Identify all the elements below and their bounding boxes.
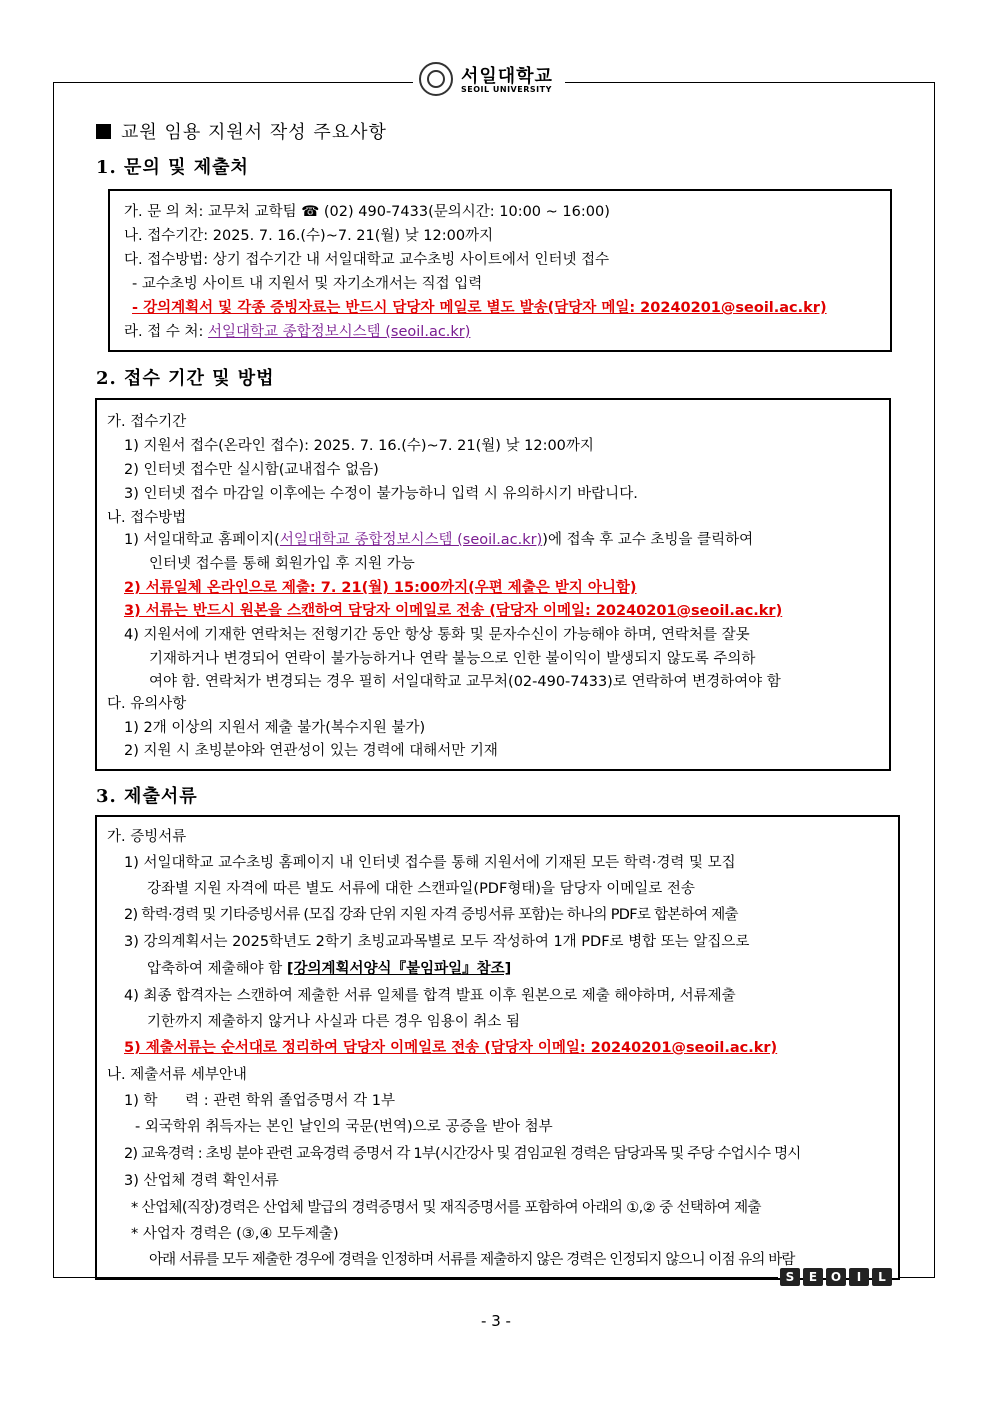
university-logo	[419, 60, 559, 100]
evidence-heading: 가. 증빙서류	[107, 829, 187, 845]
evidence-item-1-cont: 강좌별 지원 자격에 따른 별도 서류에 대한 스캔파일(PDF형태)을 담당자 이메일로 전송	[147, 881, 695, 897]
evidence-item-1: 1) 서일대학교 교수초빙 홈페이지 내 인터넷 접수를 통해 지원서에 기재된 모든 학력·경력 및 모집	[124, 855, 736, 871]
frame-border-top-right	[565, 82, 935, 83]
method-item-2: 2) 서류일체 온라인으로 제출: 7. 21(월) 15:00까지(우편 제출은 받지 아니함)	[124, 580, 637, 596]
evidence-item-4: 4) 최종 합격자는 스캔하여 제출한 서류 일체를 합격 발표 이후 원본으로 제출 해야하며, 서류제출	[124, 988, 736, 1004]
method-warning-line: - 강의계획서 및 각종 증빙자료는 반드시 담당자 메일로 별도 발송(담당자 메일: 20240201@seoil.ac.kr)	[132, 300, 827, 316]
method-item-4-cont1: 기재하거나 변경되어 연락이 불가능하거나 연락 불능으로 인한 불이익이 발생되지 않도록 주의하	[149, 651, 756, 667]
frame-border-bottom-right	[898, 1277, 935, 1278]
method-item-4-cont2: 여야 함. 연락처가 변경되는 경우 필히 서일대학교 교무처(02-490-7433)로 연락하여 변경하여야 함	[149, 674, 781, 690]
period-heading: 가. 접수기간	[107, 414, 187, 430]
method-item-1	[124, 530, 753, 550]
details-item-3: 3) 산업체 경력 확인서류	[124, 1173, 279, 1189]
evidence-item-2: 2) 학력·경력 및 기타증빙서류 (모집 강좌 단위 지원 자격 증빙서류 포함)는 하나의 PDF로 합본하여 제출	[124, 907, 738, 923]
brand-letter: S	[780, 1268, 800, 1286]
seoil-brand-mark	[780, 1268, 892, 1288]
details-item-3-note-1: * 산업체(직장)경력은 산업체 발급의 경력증명서 및 재직증명서를 포함하여 아래의 ①,② 중 선택하여 제출	[131, 1200, 761, 1216]
section1-box	[108, 189, 892, 352]
notes-heading: 다. 유의사항	[107, 696, 187, 712]
method-item-4: 4) 지원서에 기재한 연락처는 전형기간 동안 항상 통화 및 문자수신이 가능해야 하며, 연락처를 잘못	[124, 627, 750, 643]
syllabus-form-reference: [강의계획서양식『붙임파일』참조]	[286, 961, 512, 977]
details-item-2: 2) 교육경력 : 초빙 분야 관련 교육경력 증명서 각 1부(시간강사 및 겸임교원 경력은 담당과목 및 주당 수업시수 명시	[124, 1146, 801, 1162]
details-item-3-note-3: 아래 서류를 모두 제출한 경우에 경력을 인정하며 서류를 제출하지 않은 경력은 인정되지 않으니 이점 유의 바람	[149, 1252, 795, 1268]
brand-letter: L	[872, 1268, 892, 1286]
evidence-item-5: 5) 제출서류는 순서대로 정리하여 담당자 이메일로 전송 (담당자 이메일: 20240201@seoil.ac.kr)	[124, 1040, 778, 1056]
frame-border-right	[934, 82, 935, 1277]
square-bullet-icon	[96, 124, 111, 139]
page-number: - 3 -	[481, 1312, 511, 1330]
method-note-line: - 교수초빙 사이트 내 지원서 및 자기소개서는 직접 입력	[132, 276, 483, 292]
notes-item-1: 1) 2개 이상의 지원서 제출 불가(복수지원 불가)	[124, 720, 426, 736]
method-item-1-prefix: 1) 서일대학교 홈페이지(	[124, 532, 280, 548]
method-heading: 나. 접수방법	[107, 510, 187, 526]
section1-heading: 1. 문의 및 제출처	[96, 157, 249, 178]
homepage-link[interactable]: 서일대학교 종합정보시스템 (seoil.ac.kr)	[279, 532, 543, 548]
frame-border-left	[53, 82, 54, 1277]
section3-box	[95, 815, 900, 1280]
section2-heading: 2. 접수 기간 및 방법	[96, 368, 275, 389]
brand-letter: O	[826, 1268, 846, 1286]
brand-letter: I	[849, 1268, 869, 1286]
logo-korean-name: 서일대학교	[461, 66, 553, 87]
university-seal-icon	[419, 62, 453, 96]
details-item-3-note-2: * 사업자 경력은 (③,④ 모두제출)	[131, 1226, 339, 1242]
period-item-2: 2) 인터넷 접수만 실시함(교내접수 없음)	[124, 462, 379, 478]
submit-place-label: 라. 접 수 처:	[124, 324, 208, 340]
seoil-info-system-link[interactable]: 서일대학교 종합정보시스템 (seoil.ac.kr)	[207, 324, 471, 340]
notes-item-2: 2) 지원 시 초빙분야와 연관성이 있는 경력에 대해서만 기재	[124, 743, 498, 759]
evidence-item-3: 3) 강의계획서는 2025학년도 2학기 초빙교과목별로 모두 작성하여 1개 PDF로 병합 또는 알집으로	[124, 934, 750, 950]
period-item-3: 3) 인터넷 접수 마감일 이후에는 수정이 불가능하니 입력 시 유의하시기 바랍니다.	[124, 486, 638, 502]
evidence-item-3-cont	[147, 959, 511, 979]
method-item-1-cont: 인터넷 접수를 통해 회원가입 후 지원 가능	[149, 556, 415, 572]
period-item-1: 1) 지원서 접수(온라인 접수): 2025. 7. 16.(수)~7. 21(월) 낮 12:00까지	[124, 438, 594, 454]
section2-box	[95, 398, 891, 771]
evidence-item-3-cont-text: 압축하여 제출해야 함	[147, 961, 287, 977]
section3-heading: 3. 제출서류	[96, 786, 198, 807]
details-item-1-cont: - 외국학위 취득자는 본인 날인의 국문(번역)으로 공증을 받아 첨부	[135, 1119, 553, 1135]
brand-letter: E	[803, 1268, 823, 1286]
method-line: 다. 접수방법: 상기 접수기간 내 서일대학교 교수초빙 사이트에서 인터넷 접수	[124, 252, 610, 268]
period-line: 나. 접수기간: 2025. 7. 16.(수)~7. 21(월) 낮 12:00까지	[124, 228, 494, 244]
page-title-text: 교원 임용 지원서 작성 주요사항	[121, 122, 387, 143]
details-heading: 나. 제출서류 세부안내	[107, 1067, 247, 1083]
contact-line: 가. 문 의 처: 교무처 교학팀 ☎ (02) 490-7433(문의시간: 10:00 ~ 16:00)	[124, 204, 610, 220]
details-item-1: 1) 학 력 : 관련 학위 졸업증명서 각 1부	[124, 1093, 396, 1109]
logo-english-name: SEOIL UNIVERSITY	[461, 85, 552, 94]
method-item-3: 3) 서류는 반드시 원본을 스캔하여 담당자 이메일로 전송 (담당자 이메일: 20240201@seoil.ac.kr)	[124, 603, 783, 619]
submit-place-line	[124, 322, 470, 342]
evidence-item-4-cont: 기한까지 제출하지 않거나 사실과 다른 경우 임용이 취소 됨	[147, 1014, 521, 1030]
method-item-1-suffix: )에 접속 후 교수 초빙을 클릭하여	[542, 532, 754, 548]
page-title	[96, 118, 387, 144]
frame-border-top-left	[53, 82, 413, 83]
